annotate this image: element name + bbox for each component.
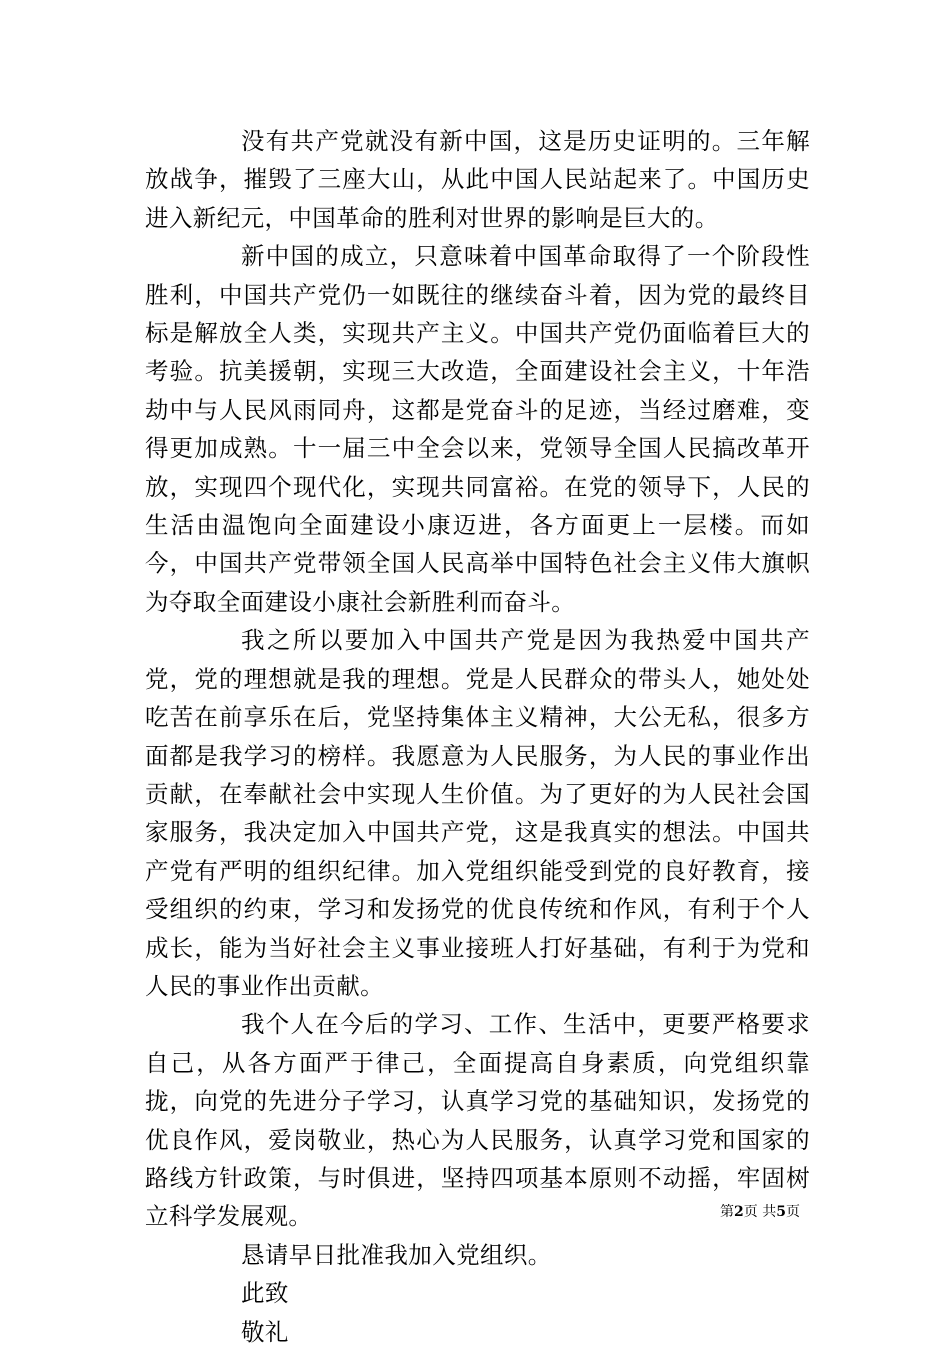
footer-prefix: 第 xyxy=(720,1204,734,1220)
page-number-footer xyxy=(720,1203,800,1221)
footer-middle: 页 共 xyxy=(743,1204,777,1220)
paragraph-3: 我之所以要加入中国共产党是因为我热爱中国共产党，党的理想就是我的理想。党是人民群众的带头人，她处处吃苦在前享乐在后，党坚持集体主义精神，大公无私，很多方面都是我学习的榜样。我愿意为人民服务，为人民的事业作出贡献，在奉献社会中实现人生价值。为了更好的为人民社会国家服务，我决定加入中国共产党，这是我真实的想法。中国共产党有严明的组织纪律。加入党组织能受到党的良好教育，接受组织的约束，学习和发扬党的优良传统和作风，有利于个人成长，能为当好社会主义事业接班人打好基础，有利于为党和人民的事业作出贡献。 xyxy=(145,626,810,1000)
footer-suffix: 页 xyxy=(785,1204,800,1220)
closing-salutation: 此致 xyxy=(241,1279,289,1308)
closing-request: 恳请早日批准我加入党组织。 xyxy=(241,1240,552,1269)
paragraph-4: 我个人在今后的学习、工作、生活中，更要严格要求自己，从各方面严于律己，全面提高自身素质，向党组织靠拢，向党的先进分子学习，认真学习党的基础知识，发扬党的优良作风，爱岗敬业，热心为人民服务，认真学习党和国家的路线方针政策，与时俱进，坚持四项基本原则不动摇，牢固树立科学发展观。 xyxy=(145,1010,810,1231)
footer-total-pages: 5 xyxy=(776,1204,786,1220)
footer-current-page: 2 xyxy=(734,1204,744,1220)
paragraph-1: 没有共产党就没有新中国，这是历史证明的。三年解放战争，摧毁了三座大山，从此中国人民站起来了。中国历史进入新纪元，中国革命的胜利对世界的影响是巨大的。 xyxy=(145,127,810,232)
paragraph-2: 新中国的成立，只意味着中国革命取得了一个阶段性胜利，中国共产党仍一如既往的继续奋斗着，因为党的最终目标是解放全人类，实现共产主义。中国共产党仍面临着巨大的考验。抗美援朝，实现三大改造，全面建设社会主义，十年浩劫中与人民风雨同舟，这都是党奋斗的足迹，当经过磨难，变得更加成熟。十一届三中全会以来，党领导全国人民搞改革开放，实现四个现代化，实现共同富裕。在党的领导下，人民的生活由温饱向全面建设小康迈进，各方面更上一层楼。而如今，中国共产党带领全国人民高举中国特色社会主义伟大旗帜为夺取全面建设小康社会新胜利而奋斗。 xyxy=(145,242,810,616)
closing-regards: 敬礼 xyxy=(241,1317,289,1346)
document-body xyxy=(145,122,810,1351)
